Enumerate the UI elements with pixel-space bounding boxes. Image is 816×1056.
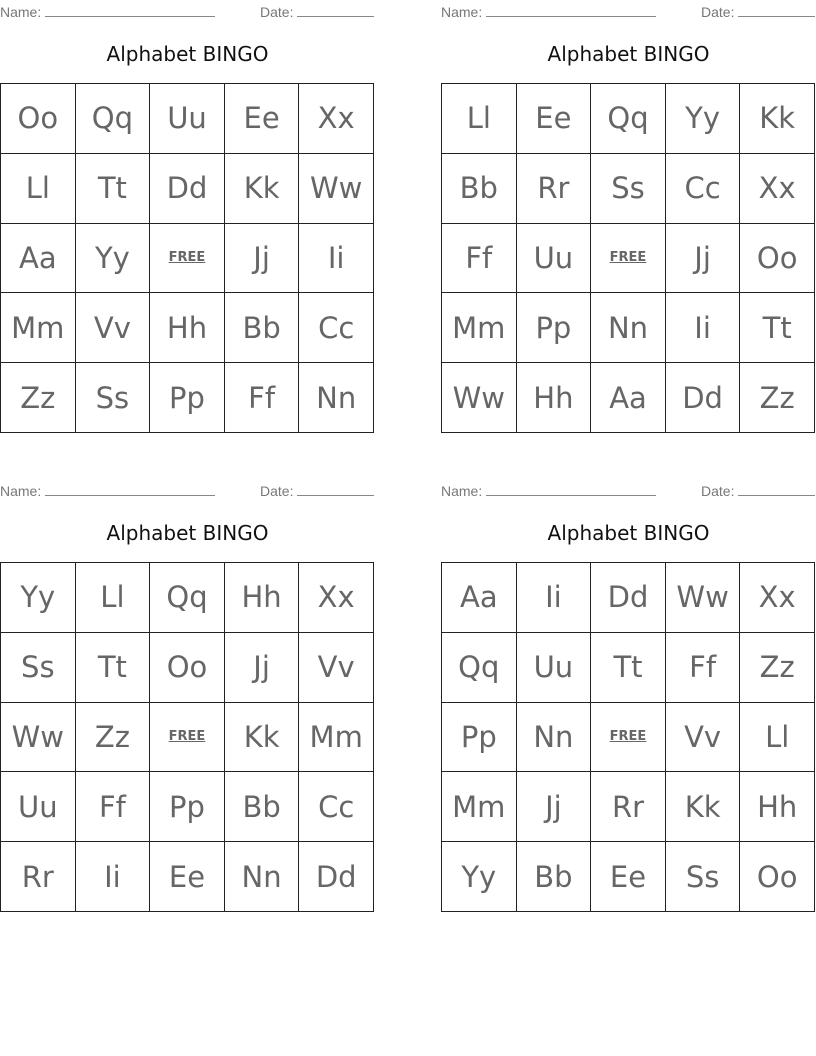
bingo-cell: Oo bbox=[740, 842, 815, 912]
date-blank-line bbox=[738, 3, 815, 17]
bingo-cell: Jj bbox=[225, 224, 300, 294]
bingo-cell: Ll bbox=[76, 563, 151, 633]
bingo-cell: Xx bbox=[299, 84, 374, 154]
free-space-cell: FREE bbox=[150, 224, 225, 294]
bingo-cell: Vv bbox=[666, 703, 741, 773]
bingo-cell: Ww bbox=[1, 703, 76, 773]
date-blank-line bbox=[738, 482, 815, 496]
name-field bbox=[441, 3, 656, 20]
bingo-cell: Rr bbox=[591, 772, 666, 842]
bingo-cell: Bb bbox=[517, 842, 592, 912]
bingo-cell: Ii bbox=[517, 563, 592, 633]
bingo-card bbox=[441, 479, 816, 919]
name-blank-line bbox=[486, 482, 656, 496]
free-space-cell: FREE bbox=[591, 703, 666, 773]
bingo-cell: Bb bbox=[225, 772, 300, 842]
bingo-cell: Kk bbox=[740, 84, 815, 154]
bingo-cell: Qq bbox=[442, 633, 517, 703]
bingo-card bbox=[441, 0, 816, 440]
bingo-cell: Pp bbox=[517, 293, 592, 363]
bingo-cell: Oo bbox=[150, 633, 225, 703]
bingo-card bbox=[0, 0, 376, 440]
bingo-grid bbox=[441, 562, 815, 912]
date-field bbox=[701, 3, 815, 20]
bingo-grid bbox=[441, 83, 815, 433]
bingo-cell: Nn bbox=[299, 363, 374, 433]
bingo-grid bbox=[0, 83, 374, 433]
bingo-cell: Tt bbox=[591, 633, 666, 703]
bingo-cell: Mm bbox=[442, 772, 517, 842]
bingo-cell: Hh bbox=[740, 772, 815, 842]
date-field bbox=[260, 482, 374, 499]
bingo-cell: Yy bbox=[76, 224, 151, 294]
bingo-cell: Ww bbox=[442, 363, 517, 433]
bingo-cell: Ee bbox=[225, 84, 300, 154]
free-space-cell: FREE bbox=[591, 224, 666, 294]
bingo-cell: Ww bbox=[299, 154, 374, 224]
bingo-cell: Tt bbox=[76, 633, 151, 703]
date-label: Date: bbox=[701, 4, 735, 20]
bingo-cell: Xx bbox=[299, 563, 374, 633]
bingo-cell: Bb bbox=[225, 293, 300, 363]
bingo-cell: Uu bbox=[150, 84, 225, 154]
bingo-cell: Kk bbox=[225, 703, 300, 773]
card-title: Alphabet BINGO bbox=[106, 521, 269, 545]
bingo-cell: Ff bbox=[225, 363, 300, 433]
bingo-cell: Aa bbox=[1, 224, 76, 294]
bingo-cell: Nn bbox=[517, 703, 592, 773]
bingo-cell: Jj bbox=[517, 772, 592, 842]
free-space-cell: FREE bbox=[150, 703, 225, 773]
bingo-cell: Hh bbox=[517, 363, 592, 433]
bingo-cell: Rr bbox=[1, 842, 76, 912]
name-blank-line bbox=[45, 3, 215, 17]
bingo-cell: Dd bbox=[591, 563, 666, 633]
bingo-cell: Aa bbox=[442, 563, 517, 633]
bingo-cell: Vv bbox=[299, 633, 374, 703]
bingo-cell: Oo bbox=[740, 224, 815, 294]
date-label: Date: bbox=[260, 4, 294, 20]
bingo-cell: Ii bbox=[666, 293, 741, 363]
bingo-cell: Nn bbox=[225, 842, 300, 912]
bingo-cell: Tt bbox=[740, 293, 815, 363]
bingo-card bbox=[0, 479, 376, 919]
bingo-cell: Rr bbox=[517, 154, 592, 224]
name-blank-line bbox=[486, 3, 656, 17]
date-label: Date: bbox=[260, 483, 294, 499]
bingo-cell: Jj bbox=[666, 224, 741, 294]
bingo-cell: Dd bbox=[299, 842, 374, 912]
bingo-cell: Ww bbox=[666, 563, 741, 633]
bingo-cell: Ff bbox=[76, 772, 151, 842]
bingo-cell: Yy bbox=[1, 563, 76, 633]
bingo-cell: Ii bbox=[76, 842, 151, 912]
bingo-cell: Pp bbox=[150, 772, 225, 842]
bingo-cell: Zz bbox=[76, 703, 151, 773]
bingo-cell: Qq bbox=[150, 563, 225, 633]
name-label: Name: bbox=[441, 4, 483, 20]
date-field bbox=[260, 3, 374, 20]
bingo-cell: Cc bbox=[299, 772, 374, 842]
bingo-cell: Ss bbox=[591, 154, 666, 224]
name-blank-line bbox=[45, 482, 215, 496]
bingo-cell: Aa bbox=[591, 363, 666, 433]
name-field bbox=[0, 3, 215, 20]
name-field bbox=[441, 482, 656, 499]
date-blank-line bbox=[297, 482, 374, 496]
bingo-cell: Dd bbox=[150, 154, 225, 224]
bingo-cell: Xx bbox=[740, 154, 815, 224]
bingo-cell: Uu bbox=[517, 633, 592, 703]
bingo-cell: Zz bbox=[1, 363, 76, 433]
bingo-cell: Ss bbox=[76, 363, 151, 433]
name-label: Name: bbox=[0, 4, 42, 20]
bingo-cell: Ll bbox=[442, 84, 517, 154]
bingo-cell: Vv bbox=[76, 293, 151, 363]
bingo-cell: Qq bbox=[76, 84, 151, 154]
bingo-cell: Ll bbox=[740, 703, 815, 773]
bingo-cell: Mm bbox=[1, 293, 76, 363]
bingo-cell: Ee bbox=[517, 84, 592, 154]
bingo-grid bbox=[0, 562, 374, 912]
bingo-cell: Ee bbox=[150, 842, 225, 912]
bingo-cell: Ss bbox=[666, 842, 741, 912]
card-title: Alphabet BINGO bbox=[547, 521, 710, 545]
card-title: Alphabet BINGO bbox=[547, 42, 710, 66]
bingo-cell: Xx bbox=[740, 563, 815, 633]
bingo-cell: Nn bbox=[591, 293, 666, 363]
bingo-cell: Kk bbox=[666, 772, 741, 842]
date-field bbox=[701, 482, 815, 499]
bingo-cell: Tt bbox=[76, 154, 151, 224]
bingo-cell: Uu bbox=[517, 224, 592, 294]
bingo-cell: Kk bbox=[225, 154, 300, 224]
bingo-cell: Ss bbox=[1, 633, 76, 703]
bingo-cell: Qq bbox=[591, 84, 666, 154]
bingo-cell: Yy bbox=[442, 842, 517, 912]
name-label: Name: bbox=[441, 483, 483, 499]
bingo-cell: Ee bbox=[591, 842, 666, 912]
bingo-cell: Uu bbox=[1, 772, 76, 842]
name-field bbox=[0, 482, 215, 499]
name-label: Name: bbox=[0, 483, 42, 499]
bingo-cell: Hh bbox=[225, 563, 300, 633]
bingo-cell: Yy bbox=[666, 84, 741, 154]
date-blank-line bbox=[297, 3, 374, 17]
card-title: Alphabet BINGO bbox=[106, 42, 269, 66]
bingo-cell: Ll bbox=[1, 154, 76, 224]
date-label: Date: bbox=[701, 483, 735, 499]
bingo-cell: Pp bbox=[442, 703, 517, 773]
bingo-cell: Zz bbox=[740, 363, 815, 433]
bingo-cell: Ff bbox=[666, 633, 741, 703]
bingo-cell: Hh bbox=[150, 293, 225, 363]
bingo-cell: Oo bbox=[1, 84, 76, 154]
bingo-cell: Cc bbox=[299, 293, 374, 363]
bingo-cell: Zz bbox=[740, 633, 815, 703]
bingo-cell: Bb bbox=[442, 154, 517, 224]
bingo-cell: Mm bbox=[442, 293, 517, 363]
bingo-cell: Ii bbox=[299, 224, 374, 294]
bingo-cell: Dd bbox=[666, 363, 741, 433]
bingo-cell: Jj bbox=[225, 633, 300, 703]
bingo-cell: Mm bbox=[299, 703, 374, 773]
bingo-cell: Ff bbox=[442, 224, 517, 294]
bingo-cell: Cc bbox=[666, 154, 741, 224]
bingo-cell: Pp bbox=[150, 363, 225, 433]
